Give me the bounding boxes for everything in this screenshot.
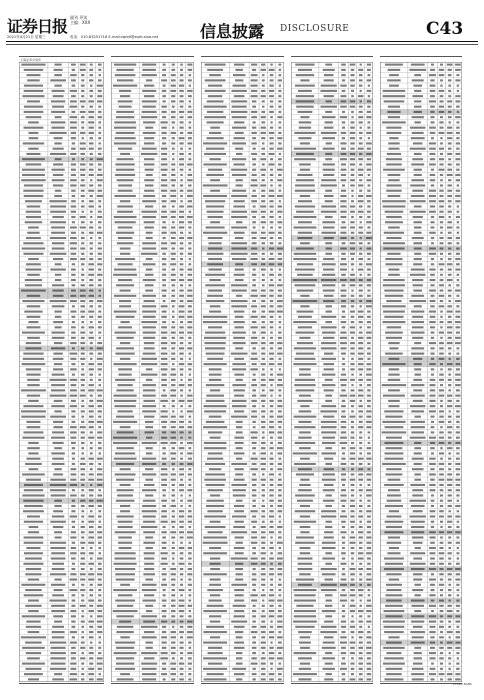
logo-subtitle-line: 主编：XXX	[70, 20, 91, 25]
masthead-rule	[6, 41, 478, 42]
table-grid	[380, 62, 462, 682]
table-column-3	[201, 56, 284, 684]
section-title-en: DISCLOSURE	[280, 24, 350, 34]
logo-subtitle	[70, 15, 90, 25]
table-column-5	[380, 56, 462, 684]
table-column-4	[291, 56, 373, 684]
table-column-1	[19, 56, 104, 684]
column-header: 上海证券交易所	[20, 58, 42, 62]
page-number: C43	[426, 19, 464, 39]
table-grid	[201, 62, 284, 682]
section-title: 信息披露	[200, 22, 265, 41]
date-line: 2021年4月21日 星期三	[7, 35, 46, 39]
logo-subtitle-line: 副刊 导读	[70, 15, 88, 20]
table-grid	[111, 62, 194, 682]
table-grid	[291, 62, 373, 682]
masthead-rule-thin	[6, 44, 478, 45]
masthead	[0, 0, 484, 46]
table-column-2	[111, 56, 194, 684]
contact-line: 电话：010-83251716 E-mail:zqrb9@zqrb.sina.net	[70, 35, 159, 39]
page-footer: CYBER BANK	[452, 682, 472, 686]
newspaper-logo: 证券日报	[7, 17, 68, 36]
table-grid	[19, 62, 104, 682]
